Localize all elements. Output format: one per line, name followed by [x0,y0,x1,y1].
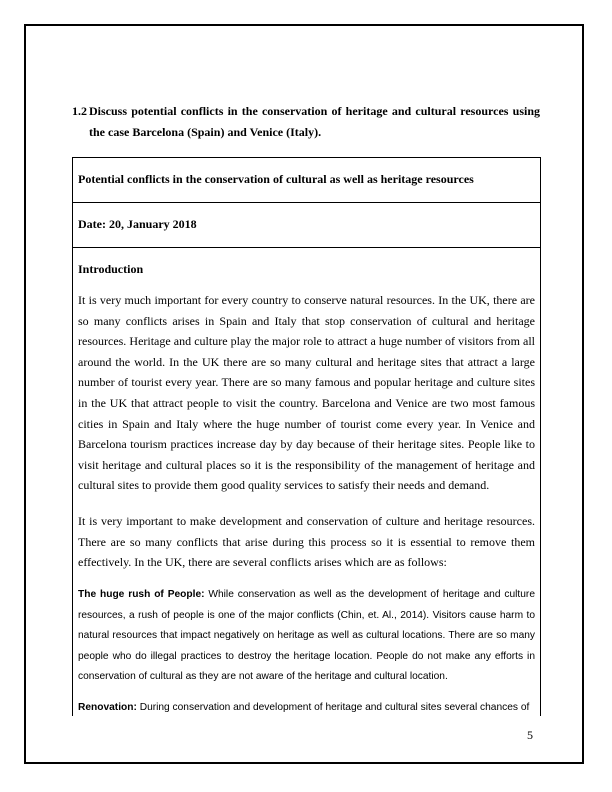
report-date-cell [72,202,541,248]
report-title-cell [72,157,541,203]
section-heading-text: Discuss potential conflicts in the conservation of heritage and cultural resources using the case Barcelona (Spain) and Venice (Italy). [89,104,540,139]
report-title: Potential conflicts in the conservation of cultural as well as heritage resources [78,172,474,186]
section-number: 1.2 [72,104,87,118]
intro-paragraph-1: It is very much important for every country to conserve natural resources. In the UK, there are so many conflicts arises in Spain and Italy that stop conservation of cultural and heritage resources. Heritage and culture play the major role to attract a huge number of visitors from all around the world. In the UK there are so many cultural and heritage sites that attract a large number of tourist every year. There are so many famous and popular heritage and culture sites in the UK that attract people to visit the country. Barcelona and Venice are two most famous cities in Spain and Italy where the huge number of tourist come every year. In Venice and Barcelona tourism practices increase day by day because of their heritage sites. People like to visit heritage and cultural places so it is the responsibility of the management of heritage and cultural sites to provide them good quality services to satisfy their needs and demand. [78,293,535,493]
conflict-point-rush-label: The huge rush of People: [78,589,205,600]
conflict-point-renovation-text: During conservation and development of heritage and cultural sites several chances of [136,702,530,713]
page-number: 5 [527,728,533,742]
conflict-point-renovation [78,698,535,716]
intro-paragraph-2: It is very important to make development and conservation of culture and heritage resources. There are so many conflicts that arise during this process so it is essential to remove them effectively. In the UK, there are several conflicts arises which are as follows: [78,514,535,570]
conflict-point-rush [78,585,535,688]
conflict-point-rush-text: While conservation as well as the development of heritage and culture resources, a rush of people is one of the major conflicts (Chin, et. Al., 2014). Visitors cause harm to natural resources that impact negatively on heritage as well as cultural locations. There are so many people who do illegal practices to destroy the heritage location. People do not make any efforts in conservation of cultural as they are not aware of the heritage and cultural location. [78,589,535,683]
section-heading [72,101,540,143]
report-body-cell [72,247,541,716]
report-date: Date: 20, January 2018 [78,217,197,231]
introduction-heading: Introduction [78,262,144,276]
conflict-point-renovation-label: Renovation: [78,702,137,713]
